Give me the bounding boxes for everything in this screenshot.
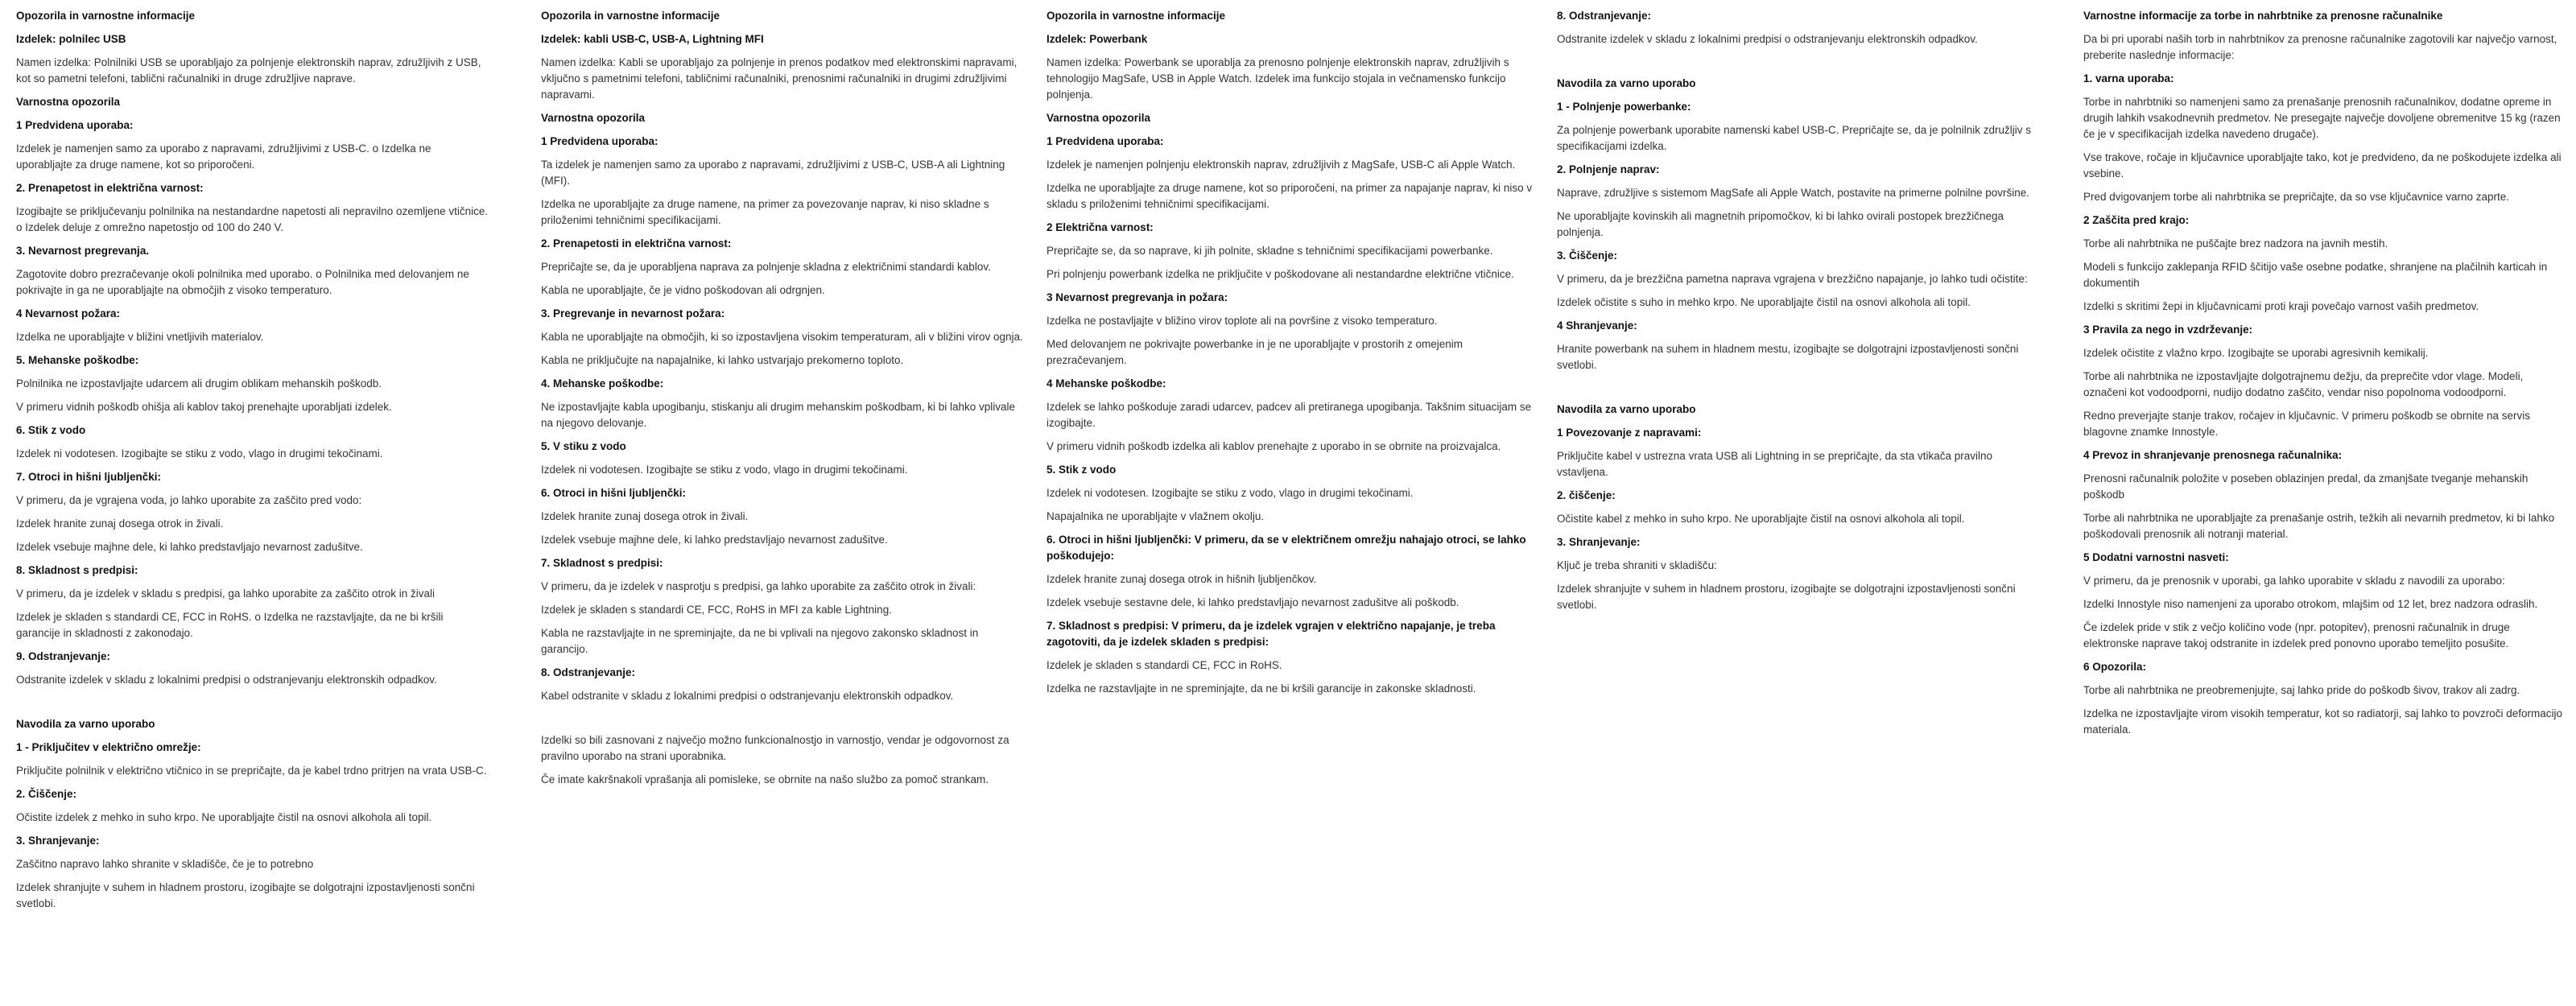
heading: 8. Odstranjevanje: [1557, 10, 1652, 22]
paragraph: Prenosni računalnik položite v poseben oblazinjen predal, da zmanjšate tveganje mehanskih poškodb [2083, 472, 2529, 501]
paragraph: Izdelek ni vodotesen. Izogibajte se stiku z vodo, vlago in drugimi tekočinami. [541, 464, 908, 476]
paragraph: Pri polnjenju powerbank izdelka ne priključite v poškodovane ali nestandardne električne vtičnice. [1046, 268, 1514, 280]
heading: 5 Dodatni varnostni nasveti: [2083, 551, 2229, 563]
paragraph: Za polnjenje powerbank uporabite namenski kabel USB-C. Prepričajte se, da je polnilnik združljiv s specifikacijami izdelka. [1557, 124, 2032, 152]
heading: 1 Predvidena uporaba: [16, 119, 134, 131]
heading: Opozorila in varnostne informacije [16, 10, 196, 22]
paragraph: Polnilnika ne izpostavljajte udarcem ali drugim oblikam mehanskih poškodb. [16, 377, 382, 390]
heading: 3 Nevarnost pregrevanja in požara: [1046, 291, 1228, 303]
paragraph: Namen izdelka: Powerbank se uporablja za prenosno polnjenje elektronskih naprav, združljivih s tehnologijo MagSafe, USB in Apple Watch. Izdelek ima funkcijo stojala in večnamensko funkcijo polnjenja. [1046, 56, 1509, 101]
paragraph: V primeru, da je brezžična pametna naprava vgrajena v brezžično napajanje, jo lahko tudi očistite: [1557, 273, 2028, 285]
paragraph: Pred dvigovanjem torbe ali nahrbtnika se prepričajte, da so vse ključavnice varno zaprte. [2083, 191, 2510, 203]
heading: Opozorila in varnostne informacije [541, 10, 720, 22]
paragraph: Očistite kabel z mehko in suho krpo. Ne uporabljajte čistil na osnovi alkohola ali topil. [1557, 513, 1965, 525]
paragraph: Prepričajte se, da so naprave, ki jih polnite, skladne s tehničnimi specifikacijami powerbanke. [1046, 245, 1493, 257]
heading: 2. čiščenje: [1557, 489, 1616, 501]
paragraph: Izdelek ni vodotesen. Izogibajte se stiku z vodo, vlago in drugimi tekočinami. [1046, 487, 1414, 499]
heading: 4 Shranjevanje: [1557, 320, 1637, 332]
heading: Izdelek: polnilec USB [16, 33, 126, 45]
heading: 6 Opozorila: [2083, 661, 2147, 673]
heading: 3. Shranjevanje: [1557, 536, 1641, 548]
heading: 7. Skladnost s predpisi: [541, 557, 663, 569]
column-charger-usb [16, 8, 489, 919]
paragraph: Napajalnika ne uporabljajte v vlažnem okolju. [1046, 510, 1265, 522]
paragraph: Izdelek hranite zunaj dosega otrok in hišnih ljubljenčkov. [1046, 573, 1317, 585]
heading: 6. Otroci in hišni ljubljenčki: V primeru, da se v električnem omrežju nahajajo otroci, se lahko poškodujejo: [1046, 534, 1526, 562]
heading: 3 Pravila za nego in vzdrževanje: [2083, 324, 2253, 336]
paragraph: Kabla ne uporabljajte na območjih, ki so izpostavljena visokim temperaturam, ali v bližini virov ognja. [541, 331, 1023, 343]
heading: 5. Mehanske poškodbe: [16, 354, 139, 366]
heading: Varnostna opozorila [1046, 112, 1151, 124]
paragraph: Kabel odstranite v skladu z lokalnimi predpisi o odstranjevanju elektronskih odpadkov. [541, 690, 954, 702]
heading: 6. Otroci in hišni ljubljenčki: [541, 487, 687, 499]
paragraph: Izdelek vsebuje majhne dele, ki lahko predstavljajo nevarnost zadušitve. [541, 534, 888, 546]
paragraph: Priključite kabel v ustrezna vrata USB ali Lightning in se prepričajte, da sta vtikača pravilno vstavljena. [1557, 450, 1993, 478]
section-spacer [541, 711, 1024, 732]
heading: 1 Povezovanje z napravami: [1557, 427, 1702, 439]
paragraph: Priključite polnilnik v električno vtičnico in se prepričajte, da je kabel trdno pritrjen na vrata USB-C. [16, 765, 487, 777]
paragraph: Ta izdelek je namenjen samo za uporabo z napravami, združljivimi z USB-C, USB-A ali Lightning (MFI). [541, 159, 1005, 187]
paragraph: Če imate kakršnakoli vprašanja ali pomisleke, se obrnite na našo službo za pomoč strankam. [541, 773, 989, 785]
paragraph: V primeru, da je izdelek v skladu s predpisi, ga lahko uporabite za zaščito otrok in živali [16, 588, 436, 600]
paragraph: Če izdelek pride v stik z večjo količino vode (npr. potopitev), prenosni računalnik in druge elektronske naprave takoj odstranite in izdelek pred ponovno uporabo temeljito posušite. [2083, 621, 2510, 649]
paragraph: Torbe ali nahrbtnika ne uporabljajte za prenašanje ostrih, težkih ali nevarnih predmetov, ki bi lahko poškodovali prenosnik ali notranji material. [2083, 512, 2555, 540]
paragraph: Redno preverjajte stanje trakov, ročajev in ključavnic. V primeru poškodb se obrnite na servis blagovne znamke Innostyle. [2083, 410, 2531, 438]
paragraph: Odstranite izdelek v skladu z lokalnimi predpisi o odstranjevanju elektronskih odpadkov. [16, 674, 437, 686]
heading: 7. Otroci in hišni ljubljenčki: [16, 471, 162, 483]
heading: Varnostne informacije za torbe in nahrbtnike za prenosne računalnike [2083, 10, 2443, 22]
heading: 2. Čiščenje: [16, 788, 77, 800]
paragraph: Izdelek ni vodotesen. Izogibajte se stiku z vodo, vlago in drugimi tekočinami. [16, 447, 383, 460]
heading: 3. Čiščenje: [1557, 249, 1618, 262]
paragraph: Izdelek je skladen s standardi CE, FCC in RoHS. [1046, 659, 1282, 671]
paragraph: Izdelka ne izpostavljajte virom visokih temperatur, kot so radiatorji, saj lahko to povzroči deformacijo materiala. [2083, 707, 2563, 736]
paragraph: Zagotovite dobro prezračevanje okoli polnilnika med uporabo. o Polnilnika med delovanjem ne pokrivajte in ga ne uporabljajte na območjih z visoko temperaturo. [16, 268, 469, 296]
paragraph: Izogibajte se priključevanju polnilnika na nestandardne napetosti ali nepravilno ozemljene vtičnice. o Izdelek deluje z omrežno napetostjo od 100 do 240 V. [16, 205, 489, 233]
heading: 6. Stik z vodo [16, 424, 86, 436]
paragraph: Kabla ne uporabljajte, če je vidno poškodovan ali odrgnjen. [541, 284, 825, 296]
heading: 2. Polnjenje naprav: [1557, 163, 1660, 175]
paragraph: Izdelek je namenjen polnjenju elektronskih naprav, združljivih z MagSafe, USB-C ali Apple Watch. [1046, 159, 1516, 171]
paragraph: Modeli s funkcijo zaklepanja RFID ščitijo vaše osebne podatke, shranjene na plačilnih karticah in dokumentih [2083, 261, 2548, 289]
paragraph: Torbe in nahrbtniki so namenjeni samo za prenašanje prenosnih računalnikov, dodatne opreme in drugih lahkih vsakodnevnih predmetov. Ne presegajte največje dovoljene obremenitve 15 kg (razen če je v specifikacijah izdelka navedeno drugače). [2083, 96, 2561, 140]
paragraph: Izdelki so bili zasnovani z največjo možno funkcionalnostjo in varnostjo, vendar je odgovornost za pravilno uporabo na strani uporabnika. [541, 734, 1009, 762]
heading: Opozorila in varnostne informacije [1046, 10, 1226, 22]
column-powerbank [1046, 8, 1536, 704]
paragraph: Vse trakove, ročaje in ključavnice uporabljajte tako, kot je predvideno, da ne poškodujete izdelka ali vsebine. [2083, 151, 2562, 179]
heading: Izdelek: Powerbank [1046, 33, 1148, 45]
section-spacer [1557, 381, 2037, 402]
paragraph: Med delovanjem ne pokrivajte powerbanke in je ne uporabljajte v prostorih z omejenim prezračevanjem. [1046, 338, 1463, 366]
paragraph: Izdelki s skritimi žepi in ključavnicami proti kraji povečajo varnost vaših predmetov. [2083, 300, 2479, 312]
heading: 1. varna uporaba: [2083, 72, 2174, 85]
heading: Varnostna opozorila [16, 96, 121, 108]
paragraph: Namen izdelka: Kabli se uporabljajo za polnjenje in prenos podatkov med elektronskimi napravami, vključno s pametnimi telefoni, tabličnimi računalniki, prenosnimi računalniki in drugimi združljivimi napravami. [541, 56, 1018, 101]
heading: 1 - Priključitev v električno omrežje: [16, 741, 201, 753]
paragraph: Ne uporabljajte kovinskih ali magnetnih pripomočkov, ki bi lahko ovirali postopek brezžičnega polnjenja. [1557, 210, 2004, 238]
paragraph: Izdelek shranjujte v suhem in hladnem prostoru, izogibajte se dolgotrajni izpostavljenosti sončni svetlobi. [1557, 583, 2016, 611]
column-cables [541, 8, 1024, 795]
heading: 4 Nevarnost požara: [16, 307, 121, 320]
paragraph: V primeru vidnih poškodb izdelka ali kablov prenehajte z uporabo in se obrnite na proizvajalca. [1046, 440, 1501, 452]
paragraph: V primeru vidnih poškodb ohišja ali kablov takoj prenehajte uporabljati izdelek. [16, 401, 392, 413]
paragraph: Hranite powerbank na suhem in hladnem mestu, izogibajte se dolgotrajni izpostavljenosti sončni svetlobi. [1557, 343, 2019, 371]
paragraph: Izdelek hranite zunaj dosega otrok in živali. [16, 517, 224, 530]
heading: Varnostna opozorila [541, 112, 646, 124]
heading: Navodila za varno uporabo [1557, 403, 1696, 415]
paragraph: Prepričajte se, da je uporabljena naprava za polnjenje skladna z električnimi standardi kablov. [541, 261, 991, 273]
paragraph: Namen izdelka: Polnilniki USB se uporabljajo za polnjenje elektronskih naprav, združljivih z USB, kot so pametni telefoni, tablični računalniki in druge združljive naprave. [16, 56, 481, 85]
paragraph: Izdelka ne uporabljajte v bližini vnetljivih materialov. [16, 331, 264, 343]
paragraph: Izdelek se lahko poškoduje zaradi udarcev, padcev ali pretiranega upogibanja. Takšnim situacijam se izogibajte. [1046, 401, 1532, 429]
paragraph: Izdelek je namenjen samo za uporabo z napravami, združljivimi z USB-C. o Izdelka ne uporabljajte za druge namene, kot so priporočeni. [16, 142, 431, 171]
paragraph: Očistite izdelek z mehko in suho krpo. Ne uporabljajte čistil na osnovi alkohola ali topil. [16, 811, 432, 823]
paragraph: V primeru, da je prenosnik v uporabi, ga lahko uporabite v skladu z navodili za uporabo: [2083, 575, 2505, 587]
paragraph: Ključ je treba shraniti v skladišču: [1557, 559, 1717, 571]
paragraph: Izdelka ne postavljajte v bližino virov toplote ali na površine z visoko temperaturo. [1046, 315, 1438, 327]
heading: 3. Nevarnost pregrevanja. [16, 245, 150, 257]
paragraph: Da bi pri uporabi naših torb in nahrbtnikov za prenosne računalnike zagotovili kar največjo varnost, preberite naslednje informacije: [2083, 33, 2557, 61]
paragraph: Izdelka ne razstavljajte in ne spreminjajte, da ne bi kršili garancije in zakonske skladnosti. [1046, 682, 1476, 695]
heading: 2 Zaščita pred krajo: [2083, 214, 2190, 226]
section-spacer [16, 695, 489, 716]
heading: 2 Električna varnost: [1046, 221, 1154, 233]
paragraph: Izdelek vsebuje majhne dele, ki lahko predstavljajo nevarnost zadušitve. [16, 541, 363, 553]
column-powerbank-continued [1557, 8, 2037, 621]
paragraph: Odstranite izdelek v skladu z lokalnimi predpisi o odstranjevanju elektronskih odpadkov. [1557, 33, 1978, 45]
paragraph: Izdelek je skladen s standardi CE, FCC in RoHS. o Izdelka ne razstavljajte, da ne bi kršili garancije in skladnosti z zakonodajo. [16, 611, 444, 639]
heading: 4 Prevoz in shranjevanje prenosnega računalnika: [2083, 449, 2343, 461]
heading: Navodila za varno uporabo [16, 718, 155, 730]
paragraph: Izdelek vsebuje sestavne dele, ki lahko predstavljajo nevarnost zadušitve ali poškodb. [1046, 596, 1459, 608]
paragraph: Izdelek hranite zunaj dosega otrok in živali. [541, 510, 749, 522]
paragraph: Izdelka ne uporabljajte za druge namene, kot so priporočeni, na primer za napajanje naprav, ki niso v skladu s priloženimi tehničnimi specifikacijami. [1046, 182, 1533, 210]
paragraph: Torbe ali nahrbtnika ne puščajte brez nadzora na javnih mestih. [2083, 237, 2388, 249]
heading: 3. Pregrevanje in nevarnost požara: [541, 307, 725, 320]
heading: 1 - Polnjenje powerbanke: [1557, 101, 1691, 113]
heading: 7. Skladnost s predpisi: V primeru, da je izdelek vgrajen v električno napajanje, je treba zagotoviti, da je izdelek skladen s predpisi: [1046, 620, 1496, 648]
heading: 3. Shranjevanje: [16, 835, 100, 847]
heading: 1 Predvidena uporaba: [1046, 135, 1164, 147]
paragraph: Ne izpostavljajte kabla upogibanju, stiskanju ali drugim mehanskim poškodbam, ki bi lahko vplivale na njegovo delovanje. [541, 401, 1016, 429]
paragraph: V primeru, da je vgrajena voda, jo lahko uporabite za zaščito pred vodo: [16, 494, 362, 506]
paragraph: Kabla ne razstavljajte in ne spreminjajte, da ne bi vplivali na njegovo zakonsko skladnost in garancijo. [541, 627, 979, 655]
heading: 5. V stiku z vodo [541, 440, 626, 452]
paragraph: Izdelki Innostyle niso namenjeni za uporabo otrokom, mlajšim od 12 let, brez nadzora odraslih. [2083, 598, 2538, 610]
heading: Izdelek: kabli USB-C, USB-A, Lightning MFI [541, 33, 764, 45]
paragraph: Izdelek shranjujte v suhem in hladnem prostoru, izogibajte se dolgotrajni izpostavljenosti sončni svetlobi. [16, 881, 475, 909]
paragraph: Torbe ali nahrbtnika ne preobremenjujte, saj lahko pride do poškodb šivov, trakov ali zadrg. [2083, 684, 2520, 696]
paragraph: Izdelka ne uporabljajte za druge namene, na primer za povezovanje naprav, ki niso skladne s priloženimi tehničnimi specifikacijami. [541, 198, 989, 226]
paragraph: Izdelek očistite s suho in mehko krpo. Ne uporabljajte čistil na osnovi alkohola ali topil. [1557, 296, 1971, 308]
heading: 2. Prenapetost in električna varnost: [16, 182, 204, 194]
paragraph: Zaščitno napravo lahko shranite v skladišče, če je to potrebno [16, 858, 314, 870]
heading: 8. Odstranjevanje: [541, 666, 636, 678]
paragraph: Naprave, združljive s sistemom MagSafe ali Apple Watch, postavite na primerne polnilne površine. [1557, 187, 2030, 199]
heading: 2. Prenapetosti in električna varnost: [541, 237, 732, 249]
heading: 1 Predvidena uporaba: [541, 135, 658, 147]
heading: 4 Mehanske poškodbe: [1046, 377, 1166, 390]
column-laptop-bags [2083, 8, 2566, 745]
heading: Navodila za varno uporabo [1557, 77, 1696, 89]
heading: 9. Odstranjevanje: [16, 650, 111, 662]
heading: 5. Stik z vodo [1046, 464, 1117, 476]
paragraph: Torbe ali nahrbtnika ne izpostavljajte dolgotrajnemu dežju, da preprečite vdor vlage. Modeli, označeni kot vodoodporni, nudijo dodatno zaščito, vendar niso popolnoma vodoodporni. [2083, 370, 2524, 398]
heading: 4. Mehanske poškodbe: [541, 377, 664, 390]
paragraph: Izdelek je skladen s standardi CE, FCC, RoHS in MFI za kable Lightning. [541, 604, 892, 616]
heading: 8. Skladnost s predpisi: [16, 564, 138, 576]
paragraph: V primeru, da je izdelek v nasprotju s predpisi, ga lahko uporabite za zaščito otrok in živali: [541, 580, 976, 592]
section-spacer [1557, 55, 2037, 76]
paragraph: Izdelek očistite z vlažno krpo. Izogibajte se uporabi agresivnih kemikalij. [2083, 347, 2429, 359]
paragraph: Kabla ne priključujte na napajalnike, ki lahko ustvarjajo prekomerno toploto. [541, 354, 904, 366]
